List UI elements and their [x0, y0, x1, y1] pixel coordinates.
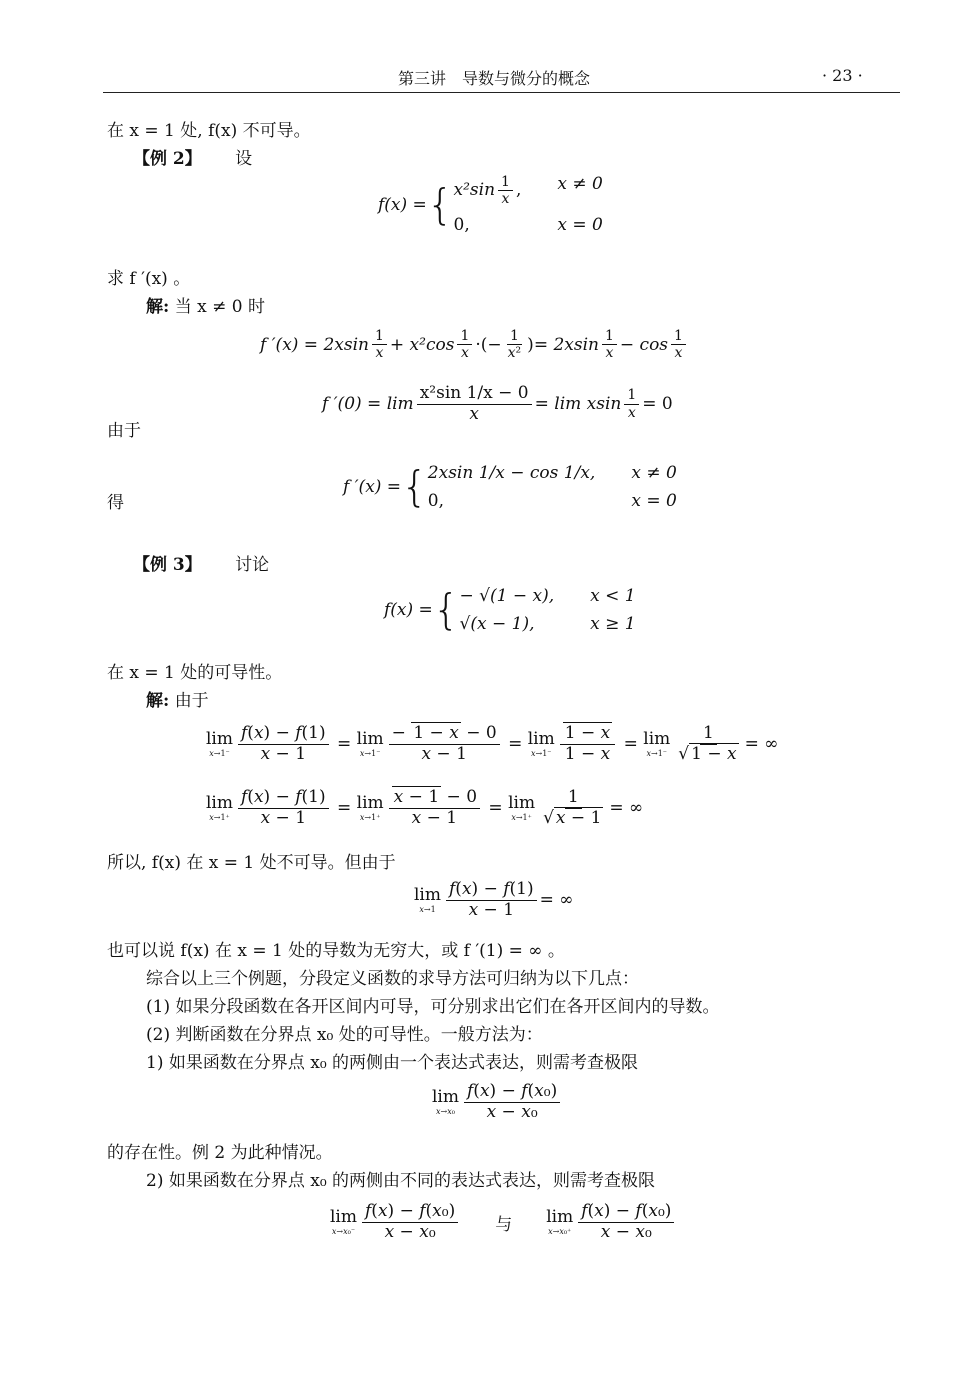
example-2-lead: 设 [235, 149, 253, 169]
derivative-formula: f ′(x) = 2xsin $\frac{1}{x}$ + x²cos $\frac{1}{x}$ ·(− $\frac{1}{\text{x²}}$ ) = 2xsin $\frac{1}{x}$ − cos $\frac{1}{x}$ [260, 328, 689, 361]
example-3-definition [384, 586, 636, 634]
def3-cond2: x ≥ 1 [590, 614, 636, 634]
de-label: 得 [107, 493, 124, 513]
res-lhs: f ′(x) = [343, 477, 402, 497]
f-prime-zero-formula: f ′(0) = lim $\frac{\text{x²sin 1/x − 0}}{x}$ = lim xsin $\frac{1}{x}$ = 0 [322, 383, 673, 424]
res-row1: 2xsin 1/x − cos 1/x, [427, 463, 596, 483]
left-brace: { [432, 585, 460, 634]
f0-mid: = lim xsin [534, 394, 622, 415]
ask-line: 求 f ′(x) 。 [107, 269, 191, 289]
example-2-definition: f(x) = { x²sin $\frac{1}{x}$ , x ≠ 0 0, x = 0 [378, 174, 603, 236]
example-2-label: 【例 2】 [133, 149, 202, 169]
two-sided-limit-formula: lim x→1 $\frac{f(x) - f(1)}{x - 1}$ = ∞ [414, 879, 574, 920]
example-3-heading [133, 550, 269, 575]
result-derivative [343, 463, 677, 511]
example-2-heading [133, 144, 252, 169]
def2-row2: 0, [453, 215, 470, 236]
right-limit-result: = ∞ [609, 798, 644, 819]
infinite-derivative-line: 也可以说 f(x) 在 x = 1 处的导数为无穷大，或 f ′(1) = ∞ 。 [107, 941, 565, 961]
solution-label: 解: [146, 297, 170, 317]
page-number: · 23 · [822, 66, 863, 85]
deriv-part1: f ′(x) = 2xsin [260, 334, 369, 355]
solution-2-lead [146, 292, 265, 317]
def3-cond1: x < 1 [590, 586, 636, 606]
point-2: (2) 判断函数在分界点 x₀ 处的可导性。一般方法为： [146, 1025, 543, 1045]
left-limit-result: = ∞ [744, 734, 779, 755]
one-sided-limits-formula: lim x→x₀⁻ $\frac{\text{f(x) − f(x₀)}}{\text{x − x₀}}$ 与 lim x→x₀⁺ $\frac{\text{f(x) − f(x₀)}}{\text{x − x₀}}$ [330, 1202, 677, 1242]
youyu-label: 由于 [107, 421, 141, 441]
header-rule [103, 92, 900, 93]
res-cond2: x = 0 [631, 491, 677, 511]
text-line-1: 在 x = 1 处, f(x) 不可导。 [107, 121, 311, 141]
f0-lhs: f ′(0) = lim [322, 394, 414, 415]
left-brace: { [401, 462, 428, 511]
def3-row1: − √(1 − x), [459, 586, 555, 606]
point-1: (1) 如果分段函数在各开区间内可导，可分别求出它们在各开区间内的导数。 [146, 997, 720, 1017]
def2-row1: x²sin [453, 180, 496, 201]
limit-x0-formula: lim x→x₀ $\frac{\text{f(x) − f(x₀)}}{\text{x − x₀}}$ [432, 1082, 563, 1122]
def3-row2: √(x − 1), [459, 614, 535, 634]
right-limit-formula: lim x→1⁺ $\frac{f(x) - f(1)}{x - 1}$ = lim x→1⁺ $\frac{x - 1 - 0}{x - 1}$ = lim x→1⁺ $\frac{1}{√ x - 1}$ = ∞ [206, 787, 644, 828]
solution-3-text: 由于 [174, 691, 209, 711]
solution-2-text: 当 x ≠ 0 时 [174, 297, 265, 317]
def2-cond2: x = 0 [557, 215, 603, 236]
left-brace: { [426, 179, 454, 229]
deriv-part3: = 2xsin [533, 334, 599, 355]
left-limit-formula: lim x→1⁻ $\frac{f(x) - f(1)}{x - 1}$ = lim x→1⁻ $\frac{- 1 - x - 0}{x - 1}$ = lim x→1⁻ $\frac{1 - x}{1 - x}$ = lim x→1⁻ $\frac{1}{√ 1 - x}$ = ∞ [206, 723, 779, 764]
solution-label: 解: [146, 691, 170, 711]
example-3-tail: 在 x = 1 处的可导性。 [107, 663, 283, 683]
solution-3-lead [146, 686, 209, 711]
res-row2: 0, [427, 491, 445, 511]
deriv-part2: + x²cos [389, 334, 455, 355]
existence-line: 的存在性。例 2 为此种情况。 [107, 1143, 333, 1163]
example-3-lead: 讨论 [235, 555, 270, 575]
def2-lhs: f(x) = [378, 194, 427, 215]
f0-numerator: x²sin 1/x − 0 [417, 384, 532, 405]
summary-line: 综合以上三个例题，分段定义函数的求导方法可归纳为以下几点： [146, 969, 639, 989]
point-2-1: 1) 如果函数在分界点 x₀ 的两侧由一个表达式表达，则需考查极限 [146, 1053, 639, 1073]
deriv-part4: − cos [619, 334, 669, 355]
two-sided-limit-result: = ∞ [539, 890, 574, 911]
def2-cond1: x ≠ 0 [557, 174, 603, 194]
point-2-2: 2) 如果函数在分界点 x₀ 的两侧由不同的表达式表达，则需考查极限 [146, 1171, 656, 1191]
conclusion-line: 所以, f(x) 在 x = 1 处不可导。但由于 [107, 853, 396, 873]
f0-end: = 0 [642, 394, 673, 415]
def3-lhs: f(x) = [384, 600, 433, 620]
res-cond1: x ≠ 0 [631, 463, 677, 483]
yu-connector: 与 [495, 1214, 513, 1235]
example-3-label: 【例 3】 [133, 555, 202, 575]
running-header-title: 第三讲 导数与微分的概念 [398, 69, 591, 88]
